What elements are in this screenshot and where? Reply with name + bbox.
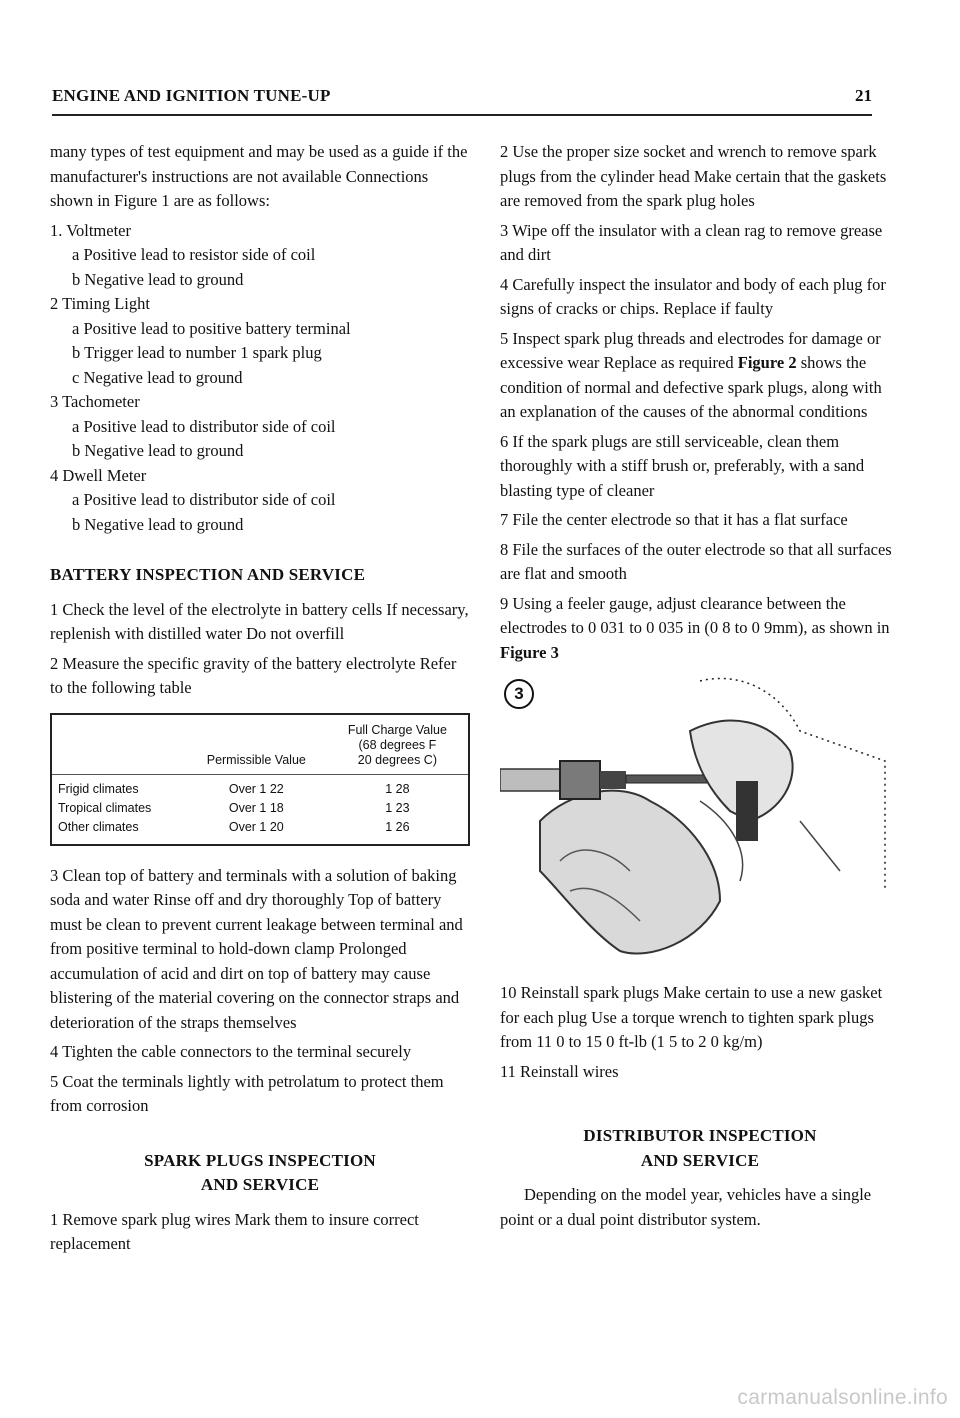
spark-plugs-section-heading (50, 1149, 470, 1198)
header-line: Full Charge Value (347, 722, 447, 737)
table-header-blank (51, 714, 186, 775)
spark-step-9 (500, 592, 900, 666)
equipment-label: 1. Voltmeter (50, 220, 131, 240)
permissible-cell: Over 1 18 (228, 800, 284, 815)
specific-gravity-table (50, 713, 470, 846)
battery-step: 5 Coat the terminals lightly with petrolatum to protect them from corrosion (50, 1071, 444, 1115)
figure-3-feeler-gauge-illustration (500, 671, 900, 971)
equipment-label: 2 Timing Light (50, 294, 150, 313)
spark-step: 8 File the surfaces of the outer electrode so that all surfaces are flat and smooth (500, 539, 892, 583)
full-charge-cell: 1 26 (385, 819, 410, 834)
spark-step: 1 Remove spark plug wires Mark them to insure correct replacement (50, 1209, 419, 1253)
spark-step: 6 If the spark plugs are still serviceable, clean them thoroughly with a stiff brush or, preferably, with a sand blasting type of cleaner (500, 431, 865, 500)
equipment-timing-light (50, 292, 470, 390)
battery-step: 1 Check the level of the electrolyte in battery cells If necessary, replenish with distilled water Do not overfill (50, 599, 469, 643)
connection-item: a Positive lead to resistor side of coil (72, 245, 316, 264)
connection-item: c Negative lead to ground (72, 367, 243, 387)
connection-item: b Negative lead to ground (72, 441, 244, 460)
page-number: 21 (855, 86, 872, 105)
distributor-section-heading (500, 1124, 900, 1173)
permissible-cell: Over 1 20 (228, 819, 284, 834)
connection-item: b Negative lead to ground (72, 269, 244, 289)
spark-step: 4 Carefully inspect the insulator and body of each plug for signs of cracks or chips. Replace if faulty (500, 274, 886, 318)
table-row (51, 818, 469, 845)
heading-line: DISTRIBUTOR INSPECTION (583, 1126, 817, 1145)
table-header-row (51, 714, 469, 775)
connection-item: a Positive lead to distributor side of coil (72, 490, 336, 509)
spark-step: 10 Reinstall spark plugs Make certain to use a new gasket for each plug Use a torque wrench to tighten spark plugs from 11 0 to 15 0 ft-lb (1 5 to 2 0 kg/m) (500, 983, 883, 1051)
running-head-title: ENGINE AND IGNITION TUNE-UP (52, 86, 331, 105)
step-text: shows the condition of normal and defective spark plugs, along with an explanation of the causes of the abnormal conditions (500, 353, 882, 421)
battery-step: 4 Tighten the cable connectors to the terminal securely (50, 1042, 412, 1061)
intro-paragraph: many types of test equipment and may be used as a guide if the manufacturer's instructions are not available Connections shown in Figure 1 are as follows: (50, 142, 468, 210)
connection-item: b Trigger lead to number 1 spark plug (72, 343, 322, 362)
spark-step: 7 File the center electrode so that it has a flat surface (500, 510, 848, 529)
figure-number-badge: 3 (504, 679, 534, 709)
connection-item: a Positive lead to distributor side of coil (72, 416, 336, 436)
battery-section-heading: BATTERY INSPECTION AND SERVICE (50, 565, 366, 584)
equipment-label: 3 Tachometer (50, 392, 140, 411)
table-row (51, 799, 469, 818)
left-column (50, 140, 470, 1262)
figure-3-reference: Figure 3 (500, 642, 559, 662)
header-line: 20 degrees C) (357, 752, 437, 767)
equipment-connections-list (50, 219, 470, 538)
table-header-full-charge (327, 714, 469, 775)
battery-step: 2 Measure the specific gravity of the battery electrolyte Refer to the following table (50, 653, 457, 697)
spark-step: 11 Reinstall wires (500, 1061, 619, 1081)
equipment-label: 4 Dwell Meter (50, 465, 147, 485)
distributor-paragraph: Depending on the model year, vehicles have a single point or a dual point distributor system. (500, 1185, 872, 1229)
connection-item: a Positive lead to positive battery terminal (72, 318, 351, 338)
permissible-cell: Over 1 22 (228, 781, 284, 796)
spark-step: 2 Use the proper size socket and wrench to remove spark plugs from the cylinder head Make certain that the gaskets are removed from the spark plug holes (500, 142, 887, 210)
spark-step-5 (500, 327, 900, 425)
full-charge-cell: 1 23 (385, 800, 410, 815)
heading-line: AND SERVICE (640, 1150, 760, 1170)
table-header-permissible: Permissible Value (186, 714, 327, 775)
page-header (52, 86, 872, 116)
feeler-gauge-drawing (500, 671, 900, 971)
watermark-text: carmanualsonline.info (737, 1386, 948, 1409)
table-row (51, 774, 469, 799)
equipment-voltmeter (50, 219, 470, 293)
spark-step: 3 Wipe off the insulator with a clean rag to remove grease and dirt (500, 220, 883, 264)
equipment-tachometer (50, 390, 470, 464)
step-text: 9 Using a feeler gauge, adjust clearance between the electrodes to 0 031 to 0 035 in (0 8 to 0 9mm), as shown in (500, 593, 890, 637)
figure-2-reference: Figure 2 (737, 353, 797, 372)
step-text: 5 Inspect spark plug threads and electrodes for damage or excessive wear Replace as required (500, 328, 881, 372)
climate-cell: Tropical climates (58, 800, 152, 815)
right-column (500, 140, 900, 1237)
equipment-dwell-meter (50, 464, 470, 538)
heading-line: SPARK PLUGS INSPECTION (144, 1150, 376, 1170)
battery-step: 3 Clean top of battery and terminals with a solution of baking soda and water Rinse off and dry thoroughly Top of battery must be clean to prevent current leakage between terminal and from positive terminal to hold-down clamp Prolonged accumulation of acid and dirt on top of battery may cause blistering of the material covering on the connector straps and deterioration of the straps themselves (50, 865, 463, 1032)
header-line: (68 degrees F (358, 737, 437, 752)
heading-line: AND SERVICE (200, 1175, 320, 1194)
connection-item: b Negative lead to ground (72, 514, 244, 534)
full-charge-cell: 1 28 (385, 781, 410, 796)
header-rule (52, 114, 872, 116)
climate-cell: Frigid climates (58, 781, 139, 796)
climate-cell: Other climates (58, 819, 139, 834)
